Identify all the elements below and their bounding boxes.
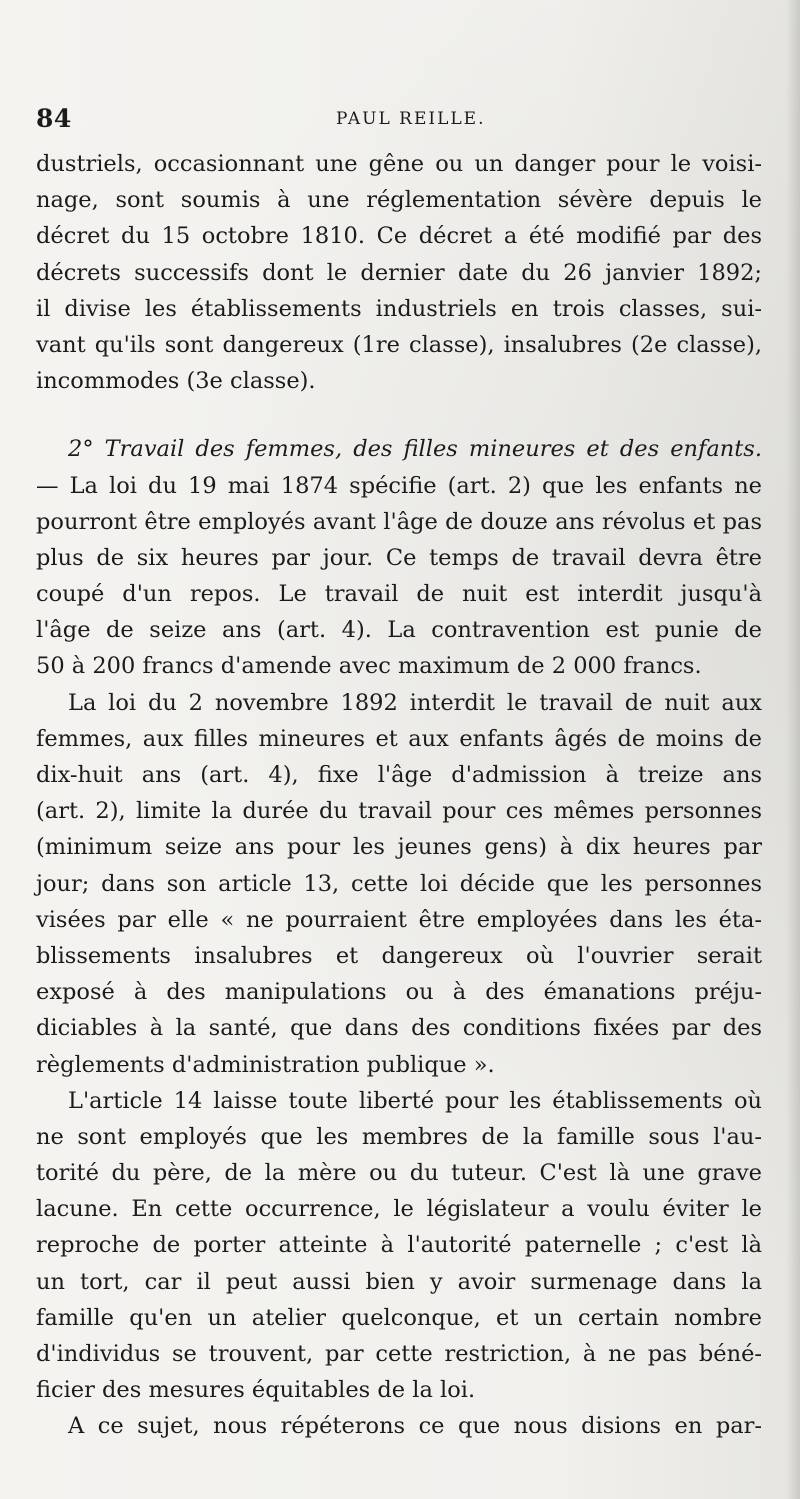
text-line: ne sont employés que les membres de la famille sous l'au-: [36, 1123, 762, 1150]
text-line: exposé à des manipulations ou à des émanations préju-: [36, 979, 762, 1006]
text-line: (minimum seize ans pour les jeunes gens) à dix heures par: [36, 834, 762, 861]
text-line: incommodes (3e classe).: [36, 368, 316, 395]
text-line: coupé d'un repos. Le travail de nuit est interdit jusqu'à: [36, 581, 762, 608]
page-header: [36, 104, 766, 136]
text-line: torité du père, de la mère ou du tuteur. C'est là une grave: [36, 1160, 762, 1187]
text-line: il divise les établissements industriels en trois classes, sui-: [36, 295, 762, 322]
text-line: d'individus se trouvent, par cette restriction, à ne pas béné-: [36, 1341, 762, 1367]
text-line: dix-huit ans (art. 4), fixe l'âge d'admission à treize ans: [36, 762, 762, 788]
text-line: A ce sujet, nous répéterons ce que nous disions en par-: [68, 1413, 762, 1440]
text-line: décrets successifs dont le dernier date du 26 janvier 1892;: [36, 259, 762, 286]
body-text: [36, 146, 762, 1445]
text-line: pourront être employés avant l'âge de douze ans révolus et pas: [36, 508, 762, 535]
text-line: 50 à 200 francs d'amende avec maximum de 2 000 francs.: [36, 653, 702, 680]
text-line: famille qu'en un atelier quelconque, et un certain nombre: [36, 1304, 762, 1331]
text-line: — La loi du 19 mai 1874 spécifie (art. 2) que les enfants ne: [36, 472, 762, 499]
running-head: PAUL REILLE.: [336, 109, 486, 129]
text-line: La loi du 2 novembre 1892 interdit le travail de nuit aux: [68, 689, 762, 716]
text-line: diciables à la santé, que dans des conditions fixées par des: [36, 1015, 762, 1042]
text-line: ficier des mesures équitables de la loi.: [36, 1377, 476, 1404]
text-line: plus de six heures par jour. Ce temps de travail devra être: [36, 544, 762, 571]
text-line: dustriels, occasionnant une gêne ou un danger pour le voisi-: [36, 151, 762, 177]
text-line: règlements d'administration publique ».: [36, 1051, 495, 1078]
text-line: visées par elle « ne pourraient être employées dans les éta-: [36, 906, 762, 933]
text-line: (art. 2), limite la durée du travail pour ces mêmes personnes: [36, 798, 762, 825]
section-heading-line: 2° Travail des femmes, des filles mineures et des enfants.: [68, 436, 762, 463]
text-line: jour; dans son article 13, cette loi décide que les personnes: [36, 870, 762, 897]
text-line: décret du 15 octobre 1810. Ce décret a été modifié par des: [36, 223, 762, 250]
text-line: L'article 14 laisse toute liberté pour les établissements où: [68, 1087, 762, 1114]
text-line: un tort, car il peut aussi bien y avoir surmenage dans la: [36, 1268, 762, 1295]
text-line: nage, sont soumis à une réglementation sévère depuis le: [36, 187, 762, 214]
scan-edge-shadow: [786, 0, 800, 1499]
text-line: femmes, aux filles mineures et aux enfants âgés de moins de: [36, 725, 762, 752]
page-number: 84: [36, 104, 72, 133]
text-line: l'âge de seize ans (art. 4). La contravention est punie de: [36, 617, 762, 644]
text-line: blissements insalubres et dangereux où l'ouvrier serait: [36, 942, 762, 969]
text-line: lacune. En cette occurrence, le législateur a voulu éviter le: [36, 1196, 762, 1223]
text-line: reproche de porter atteinte à l'autorité paternelle ; c'est là: [36, 1232, 762, 1259]
section-gap: [36, 399, 762, 431]
text-line: vant qu'ils sont dangereux (1re classe), insalubres (2e classe),: [36, 331, 762, 358]
